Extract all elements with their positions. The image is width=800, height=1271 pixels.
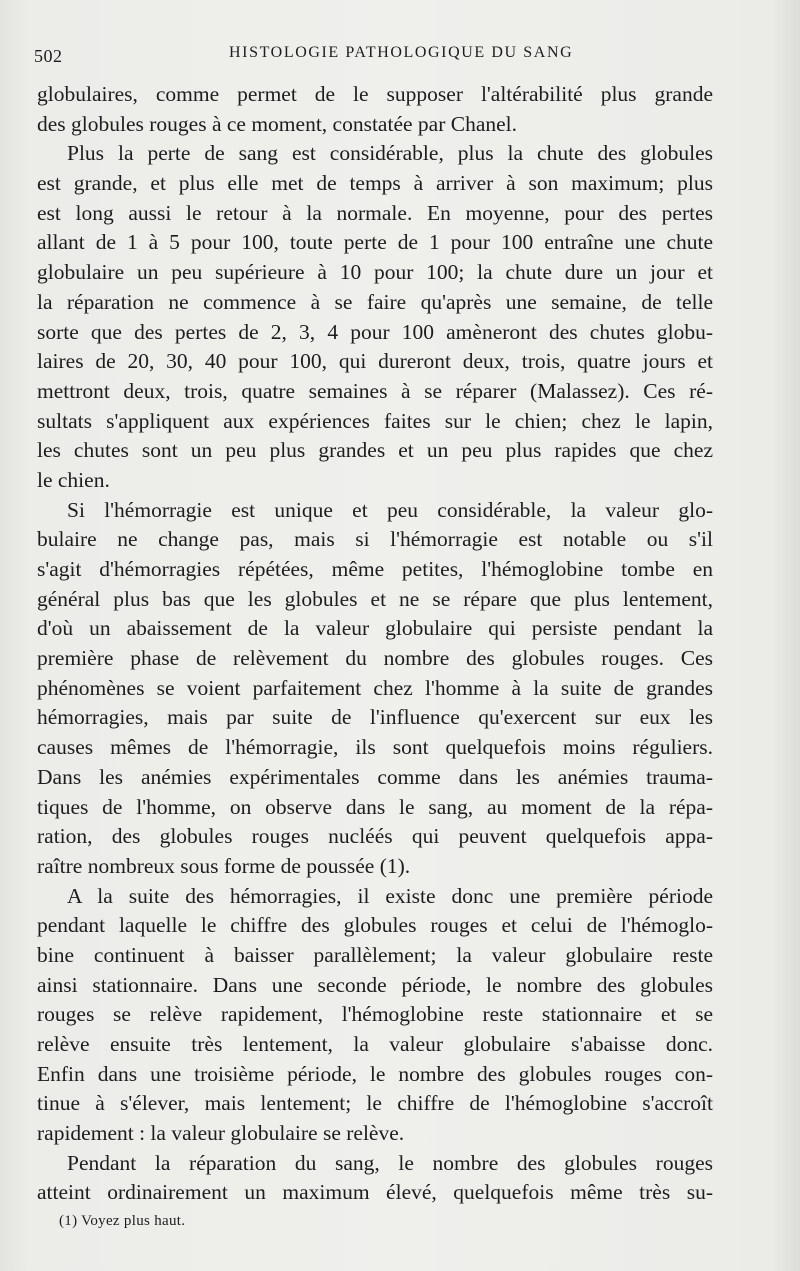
text-line: tinue à s'élever, mais lentement; le chiffre de l'hémoglobine s'accroît [37,1091,713,1116]
text-line: sorte que des pertes de 2, 3, 4 pour 100 amèneront des chutes globu- [37,319,713,344]
text-line: Enfin dans une troisième période, le nombre des globules rouges con- [37,1061,713,1086]
text-line: phénomènes se voient parfaitement chez l'homme à la suite de grandes [37,675,713,700]
text-line: ainsi stationnaire. Dans une seconde période, le nombre des globules [37,972,713,997]
text-line: est long aussi le retour à la normale. En moyenne, pour des pertes [37,200,713,225]
text-line: ration, des globules rouges nucléés qui peuvent quelquefois appa- [37,824,713,849]
text-line: sultats s'appliquent aux expériences faites sur le chien; chez le lapin, [37,408,713,433]
text-line: A la suite des hémorragies, il existe donc une première période [67,883,713,908]
text-line: laires de 20, 30, 40 pour 100, qui dureront deux, trois, quatre jours et [37,349,713,374]
paragraph [37,1149,713,1208]
text-line: est grande, et plus elle met de temps à arriver à son maximum; plus [37,171,713,196]
text-line: s'agit d'hémorragies répétées, même petites, l'hémoglobine tombe en [37,557,713,581]
paragraph [37,496,713,882]
text-line: Plus la perte de sang est considérable, plus la chute des globules [67,141,713,166]
text-line: globulaires, comme permet de le supposer l'altérabilité plus grande [37,82,713,106]
text-line: bulaire ne change pas, mais si l'hémorragie est notable ou s'il [37,527,713,552]
text-line: pendant laquelle le chiffre des globules rouges et celui de l'hémoglo- [37,913,713,938]
text-line: atteint ordinairement un maximum élevé, quelquefois même très su- [37,1180,713,1205]
text-line: le chien. [37,467,110,492]
text-line: Pendant la réparation du sang, le nombre des globules rouges [67,1150,713,1175]
text-line: allant de 1 à 5 pour 100, toute perte de 1 pour 100 entraîne une chute [37,230,713,255]
text-line: des globules rouges à ce moment, constatée par Chanel. [37,111,518,136]
text-line: première phase de relèvement du nombre des globules rouges. Ces [37,646,713,671]
paragraph [37,139,713,495]
text-line: d'où un abaissement de la valeur globulaire qui persiste pendant la [37,616,713,641]
page-header [34,44,730,72]
text-line: la réparation ne commence à se faire qu'après une semaine, de telle [37,289,713,314]
page-number: 502 [34,46,63,66]
text-line: rouges se relève rapidement, l'hémoglobine reste stationnaire et se [37,1002,713,1027]
paragraph [37,882,713,1149]
body-text [37,80,713,1208]
text-line: Si l'hémorragie est unique et peu considérable, la valeur glo- [67,497,713,522]
text-line: rapidement : la valeur globulaire se relève. [37,1121,405,1146]
text-line: les chutes sont un peu plus grandes et un peu plus rapides que chez [37,438,713,463]
text-line: bine continuent à baisser parallèlement; la valeur globulaire reste [37,942,713,967]
text-line: Dans les anémies expérimentales comme dans les anémies trauma- [37,764,713,789]
footnote: (1) Voyez plus haut. [59,1213,186,1229]
text-line: général plus bas que les globules et ne se répare que plus lentement, [37,586,713,611]
text-line: tiques de l'homme, on observe dans le sang, au moment de la répa- [37,794,713,819]
running-title: HISTOLOGIE PATHOLOGIQUE DU SANG [229,44,574,61]
text-line: causes mêmes de l'hémorragie, ils sont quelquefois moins réguliers. [37,735,713,760]
text-line: hémorragies, mais par suite de l'influence qu'exercent sur eux les [37,705,713,730]
text-line: relève ensuite très lentement, la valeur globulaire s'abaisse donc. [37,1032,713,1056]
paragraph [37,80,713,139]
text-line: globulaire un peu supérieure à 10 pour 100; la chute dure un jour et [37,260,713,285]
text-line: raître nombreux sous forme de poussée (1). [37,853,411,878]
text-line: mettront deux, trois, quatre semaines à se réparer (Malassez). Ces ré- [37,378,713,403]
